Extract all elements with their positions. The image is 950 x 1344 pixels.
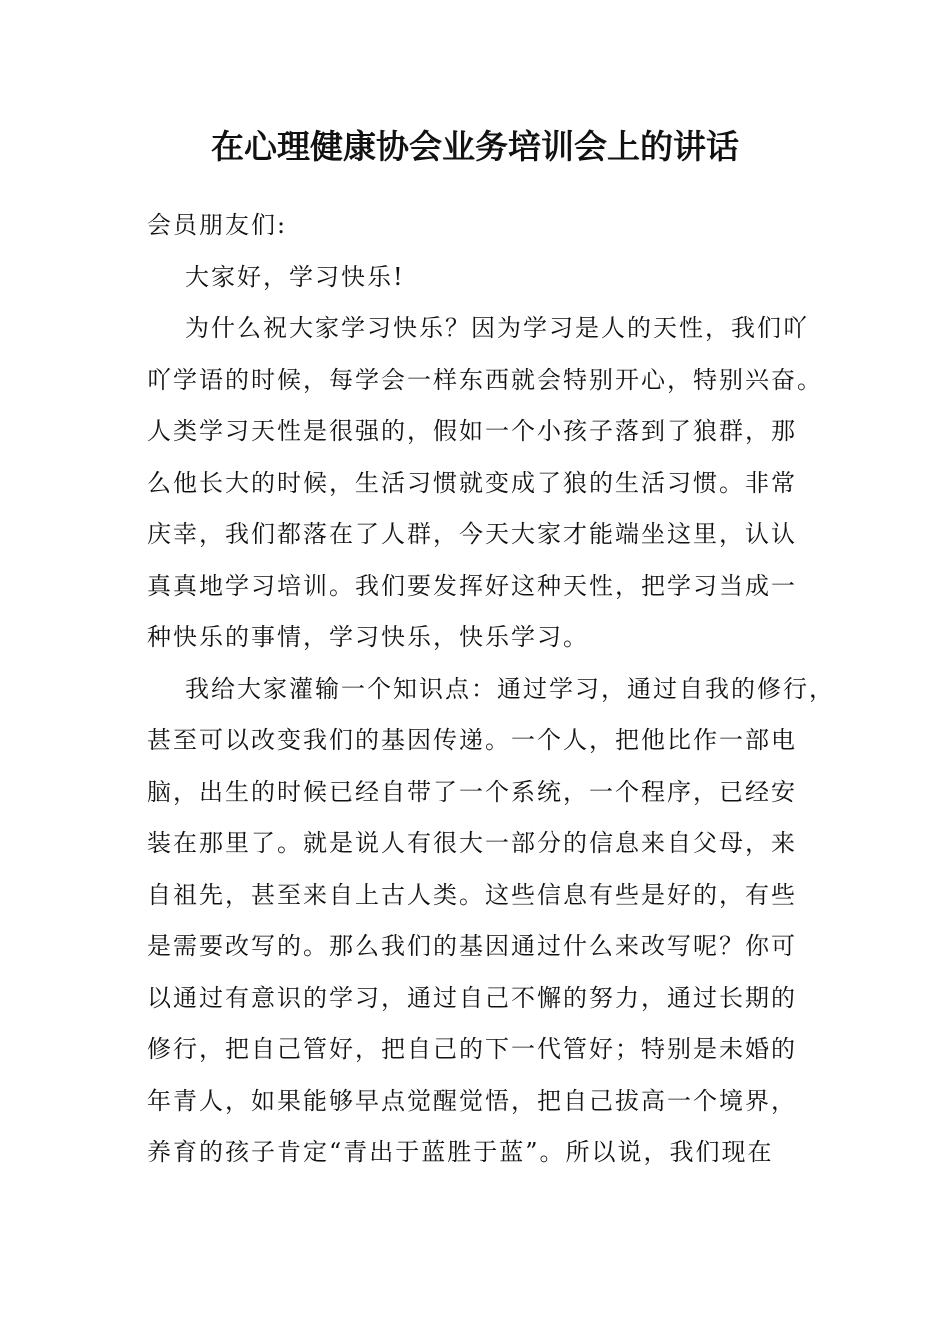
paragraph-line: 人类学习天性是很强的，假如一个小孩子落到了狼群，那 [147, 417, 797, 445]
paragraph-line: 装在那里了。就是说人有很大一部分的信息来自父母，来 [147, 829, 797, 857]
paragraph-line: 我给大家灌输一个知识点：通过学习，通过自我的修行， [185, 675, 835, 703]
paragraph-line: 为什么祝大家学习快乐？因为学习是人的天性，我们吖 [185, 314, 809, 342]
paragraph-line: 庆幸，我们都落在了人群，今天大家才能端坐这里，认认 [147, 520, 797, 548]
paragraph-line: 吖学语的时候，每学会一样东西就会特别开心，特别兴奋。 [147, 366, 823, 394]
greeting-line: 大家好，学习快乐! [185, 263, 405, 291]
document-title: 在心理健康协会业务培训会上的讲话 [211, 127, 739, 166]
paragraph-line: 修行，把自己管好，把自己的下一代管好；特别是未婚的 [147, 1035, 797, 1063]
paragraph-line: 自祖先，甚至来自上古人类。这些信息有些是好的，有些 [147, 881, 797, 909]
salutation-line: 会员朋友们: [147, 211, 288, 239]
paragraph-line: 甚至可以改变我们的基因传递。一个人，把他比作一部电 [147, 726, 797, 754]
paragraph-line: 么他长大的时候，生活习惯就变成了狼的生活习惯。非常 [147, 469, 797, 497]
paragraph-line: 以通过有意识的学习，通过自己不懈的努力，通过长期的 [147, 984, 797, 1012]
paragraph-line: 养育的孩子肯定“青出于蓝胜于蓝”。所以说，我们现在 [147, 1138, 774, 1166]
paragraph-line: 脑，出生的时候已经自带了一个系统，一个程序，已经安 [147, 778, 797, 806]
paragraph-line: 年青人，如果能够早点觉醒觉悟，把自己拔高一个境界， [147, 1087, 797, 1115]
paragraph-line: 真真地学习培训。我们要发挥好这种天性，把学习当成一 [147, 572, 797, 600]
paragraph-line: 种快乐的事情，学习快乐，快乐学习。 [147, 623, 589, 651]
paragraph-line: 是需要改写的。那么我们的基因通过什么来改写呢？你可 [147, 932, 797, 960]
